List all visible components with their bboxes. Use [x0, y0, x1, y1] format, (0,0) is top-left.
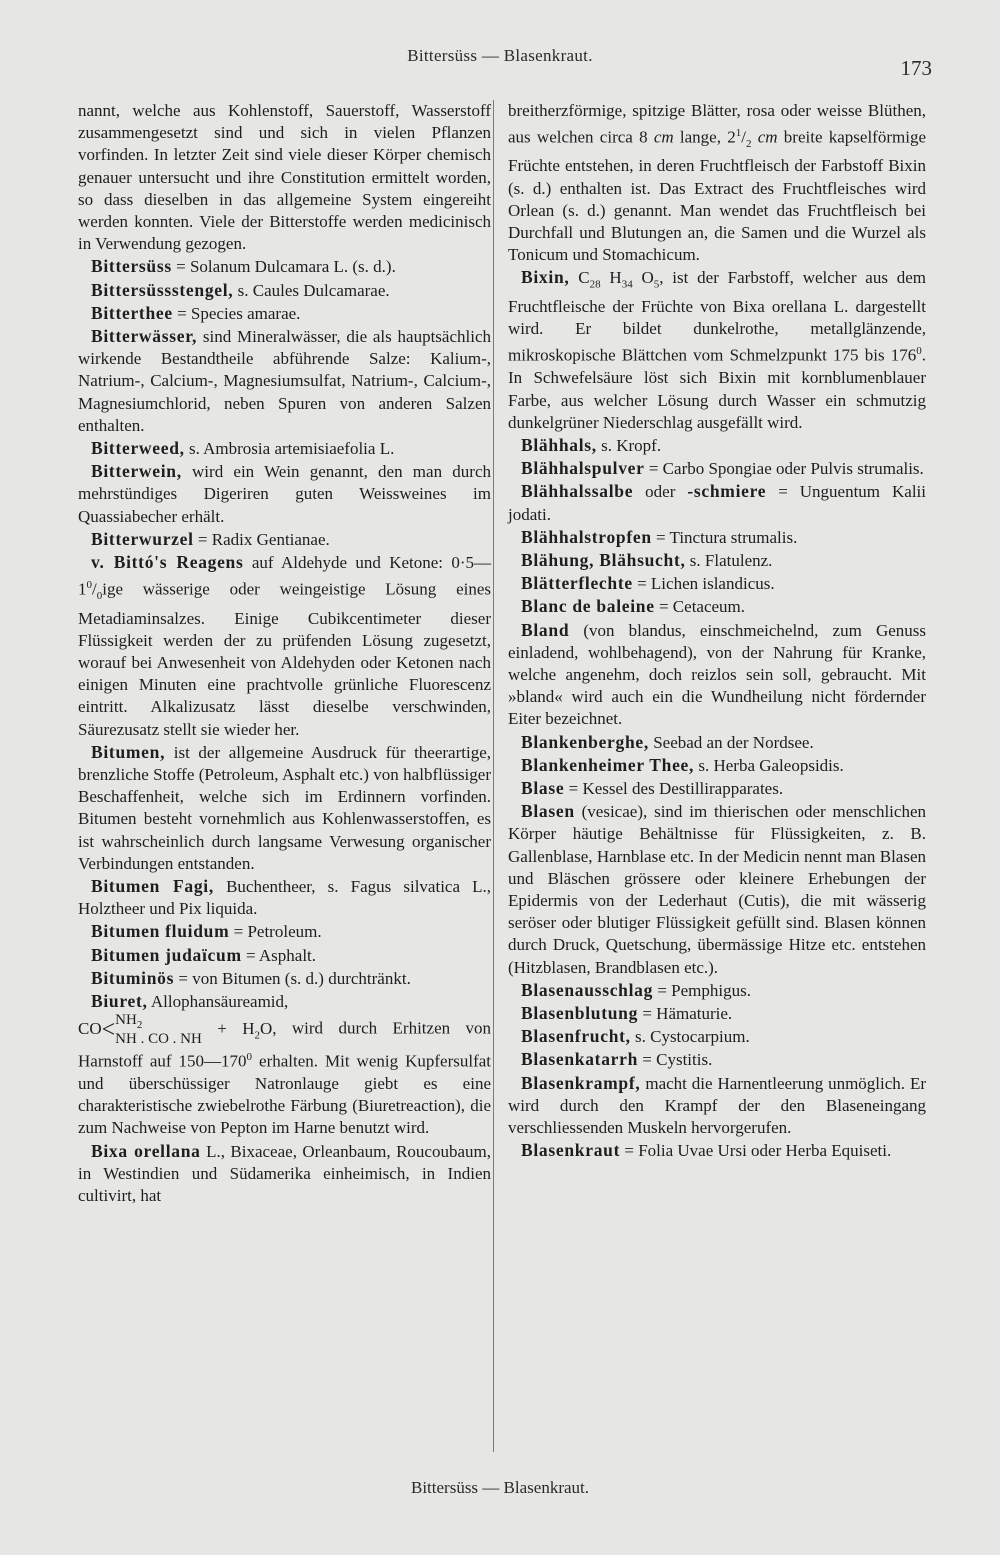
headword: Bitumen Fagi, [91, 875, 214, 896]
entry-bland: Bland (von blandus, einschmeichelnd, zum Genuss einladend, wohlbehagend), von der Nahrung für Kranke, welche angenehm, doch reizlos sein soll, gebraucht. Mit »bland« wird auch ein die Wundheilung nicht fördernder Eiter bezeichnet. [508, 619, 926, 729]
headword: Bitumen, [91, 741, 166, 762]
page-number: 173 [900, 56, 932, 80]
left-column [78, 100, 491, 1207]
entry-blankenberghe: Blankenberghe, Seebad an der Nordsee. [521, 731, 814, 752]
headword: Blasen [521, 801, 575, 822]
headword: Bland [521, 619, 570, 640]
entry-blaehhalstropfen: Blähhalstropfen = Tinctura strumalis. [521, 526, 798, 547]
headword: Bitterthee [91, 302, 173, 323]
headword: Blätterflechte [521, 573, 633, 594]
entry-blasenkrampf: Blasenkrampf, macht die Harnentleerung unmöglich. Er wird durch den Krampf der den Blaseneingang verschliessenden Muskeln hervorgerufen. [508, 1072, 926, 1138]
running-footer: Bittersüss — Blasenkraut. [410, 1478, 589, 1497]
headword: Bitterwein, [91, 461, 182, 482]
entry-bitumen-judaicum: Bitumen judaïcum = Asphalt. [91, 944, 317, 965]
entry-blasenblutung: Blasenblutung = Hämaturie. [521, 1003, 733, 1024]
headword: Bittersüss [91, 256, 172, 277]
entry-bitumen: Bitumen, ist der allgemeine Ausdruck für theerartige, brenzliche Stoffe (Petroleum, Asphalt etc.) von halbflüssiger Beschaffenheit, welche sich im Erdinnern vorfinden. Bitumen besteht vornehmlich aus Kohlenwasserstoffen, es ist wahrscheinlich durch langsame Verwesung organischer Verbindungen entstanden. [78, 741, 491, 873]
entry-bittersuess: Bittersüss = Solanum Dulcamara L. (s. d.). [91, 256, 396, 277]
headword: Blasenausschlag [521, 979, 654, 1000]
headword: Blase [521, 777, 565, 798]
headword-prefix: v. [91, 552, 114, 573]
headword: Bittó's Reagens [113, 552, 244, 573]
entry-biuret: Biuret, Allophansäureamid, [91, 990, 289, 1011]
column-divider [493, 100, 494, 1452]
headword: Bituminös [91, 967, 175, 988]
entry-blaetterflechte: Blätterflechte = Lichen islandicus. [521, 573, 775, 594]
entry-bitto-reagens: v. Bittó's Reagens auf Aldehyde und Ketone: $0\cdot 5—1^0/_0ige$ wässerige oder weingeistige Lösung eines Metadiaminsalzes. Einige Cubikcentimeter dieser Flüssigkeit werden der zu prüfenden Lösung zugesetzt, worauf bei Anwesenheit von Aldehyden oder Ketonen nach einigen Minuten eine prachtvolle grünliche Fluorescenz eintritt. Alkalizusatz lässt dieselbe verschwinden, Säurezusatz stellt sie wieder her. [78, 552, 492, 739]
entry-blasenfrucht: Blasenfrucht, s. Cystocarpium. [521, 1026, 750, 1047]
entry-bitterwein: Bitterwein, wird ein Wein genannt, den man durch mehrstündiges Digeriren guten Weissweines im Quassiabecher erhält. [78, 461, 491, 526]
biuret-formula: $CO<NH_2$ NH . CO . NH + $H_2O$, wird durch Erhitzen von Harnstoff auf $150—170^0$ erhalten. Mit wenig Kupfersulfat und überschüssiger Natronlauge giebt es eine charakteristische zwiebelrothe Färbung (Biuretreaction), die zum Nachweise von Pepton im Harne benutzt wird. [78, 1012, 492, 1138]
continued-paragraph: nannt, welche aus Kohlenstoff, Sauerstoff, Wasserstoff zusammengesetzt sind und sich in vielen Pflanzen vorfinden. In letzter Zeit sind viele dieser Körper chemisch genauer untersucht und ihre Constitution ermittelt worden, so dass dieselben in das allgemeine System eingereiht werden konnten. Viele der Bitterstoffe werden medicinisch in Verwendung gezogen. [78, 101, 491, 254]
headword: Bitumen judaïcum [91, 944, 242, 965]
headword: Blankenberghe, [521, 731, 649, 752]
headword: Bitterweed, [91, 438, 185, 459]
headword: Blähhals, [521, 434, 597, 455]
headword: Bitumen fluidum [91, 921, 230, 942]
headword: Bixin, [521, 267, 570, 288]
entry-bitumen-fluidum: Bitumen fluidum = Petroleum. [91, 921, 322, 942]
headword: Blähung, Blähsucht, [521, 549, 686, 570]
headword: Bitterwässer, [91, 326, 198, 347]
entry-blasenkatarrh: Blasenkatarrh = Cystitis. [521, 1049, 713, 1070]
headword-variant: -schmiere [687, 481, 767, 502]
headword: Blasenkrampf, [521, 1072, 641, 1093]
headword: Blasenblutung [521, 1003, 639, 1024]
entry-bitterthee: Bitterthee = Species amarae. [91, 302, 301, 323]
entry-bitterwaesser: Bitterwässer, sind Mineralwässer, die als hauptsächlich wirkende Bestandtheile abführende Salze: Kalium-, Natrium-, Calcium-, Magnesiumsulfat, Natrium-, Calcium-, Magnesiumchlorid, neben Spuren von anderen Salzen enthalten. [78, 326, 491, 435]
chemical-formula: $CO<NH_2$ NH . CO . NH + $H_2O$, [78, 1012, 277, 1048]
headword: Bixa orellana [91, 1140, 201, 1161]
entry-blaehhalssalbe: Blähhalssalbe oder -schmiere = Unguentum Kalii jodati. [508, 481, 926, 524]
entry-bitterwurzel: Bitterwurzel = Radix Gentianae. [91, 528, 330, 549]
headword: Blankenheimer Thee, [521, 754, 695, 775]
headword: Blasenkraut [521, 1140, 621, 1161]
entry-blasenkraut: Blasenkraut = Folia Uvae Ursi oder Herba Equiseti. [521, 1140, 892, 1161]
entry-bitumen-fagi: Bitumen Fagi, Buchentheer, s. Fagus silvatica L., Holztheer und Pix liquida. [78, 875, 492, 919]
headword: Blanc de baleine [521, 596, 655, 617]
entry-bixa-orellana: Bixa orellana L., Bixaceae, Orleanbaum, Roucoubaum, in Westindien und Südamerika einheimisch, in Indien cultivirt, hat [78, 1140, 491, 1206]
headword: Blasenfrucht, [521, 1026, 631, 1047]
headword: Bittersüssstengel, [91, 279, 234, 300]
entry-bixin: Bixin, $C_{28}$ $H_{34}$ $O_5$, ist der Farbstoff, welcher aus dem Fruchtfleische der Früchte von Bixa orellana L. dargestellt wird. Er bildet dunkelrothe, metallglänzende, mikroskopische Blättchen vom Schmelzpunkt 175 bis $176^0$. In Schwefelsäure löst sich Bixin mit kornblumenblauer Farbe, aus welcher Lösung durch Wasser ein schmutzig dunkelgrüner Niederschlag ausgefällt wird. [508, 267, 927, 432]
headword: Blähhalssalbe [521, 481, 634, 502]
entry-bixa-continued: breitherzförmige, spitzige Blätter, rosa oder weisse Blüthen, aus welchen circa 8 cm lange, $2^1/_2$ cm breite kapselförmige Früchte entstehen, in deren Fruchtfleisch der Farbstoff Bixin (s. d.) enthalten ist. Das Extract des Fruchtfleisches wird Orlean (s. d.) genannt. Man wendet das Fruchtfleisch bei Durchfall und Blutungen an, die Samen und die Wurzel als Tonicum und Stomachicum. [508, 101, 926, 265]
headword: Blasenkatarrh [521, 1049, 639, 1070]
headword: Biuret, [91, 990, 148, 1011]
entry-bittersuessstengel: Bittersüssstengel, s. Caules Dulcamarae. [91, 279, 390, 300]
entry-blaehhalspulver: Blähhalspulver = Carbo Spongiae oder Pulvis strumalis. [521, 458, 924, 479]
entry-bituminoes: Bituminös = von Bitumen (s. d.) durchtränkt. [91, 967, 411, 988]
entry-blankenheimer-thee: Blankenheimer Thee, s. Herba Galeopsidis. [521, 754, 844, 775]
right-column [508, 100, 926, 1162]
entry-bitterweed: Bitterweed, s. Ambrosia artemisiaefolia L. [91, 438, 395, 459]
headword: Blähhalspulver [521, 458, 645, 479]
entry-blasen: Blasen (vesicae), sind im thierischen oder menschlichen Körper häutige Behältnisse für Flüssigkeiten, z. B. Gallenblase, Harnblase etc. In der Medicin nennt man Blasen und Bläschen grössere oder kleinere Erhebungen der Epidermis von der Lederhaut (Cutis), die mit wässerig seröser oder blutiger Flüssigkeit gefüllt sind. Blasen können durch Druck, Quetschung, übermässige Hitze etc. entstehen (Hitzblasen, Brandblasen etc.). [508, 801, 926, 977]
entry-blasenausschlag: Blasenausschlag = Pemphigus. [521, 979, 751, 1000]
headword: Bitterwurzel [91, 528, 194, 549]
entry-blaehhals: Blähhals, s. Kropf. [521, 434, 662, 455]
entry-blaehung: Blähung, Blähsucht, s. Flatulenz. [521, 549, 773, 570]
headword: Blähhalstropfen [521, 526, 652, 547]
running-head: Bittersüss — Blasenkraut. [407, 46, 593, 65]
entry-blase: Blase = Kessel des Destillirapparates. [521, 777, 784, 798]
entry-blanc-de-baleine: Blanc de baleine = Cetaceum. [521, 596, 746, 617]
